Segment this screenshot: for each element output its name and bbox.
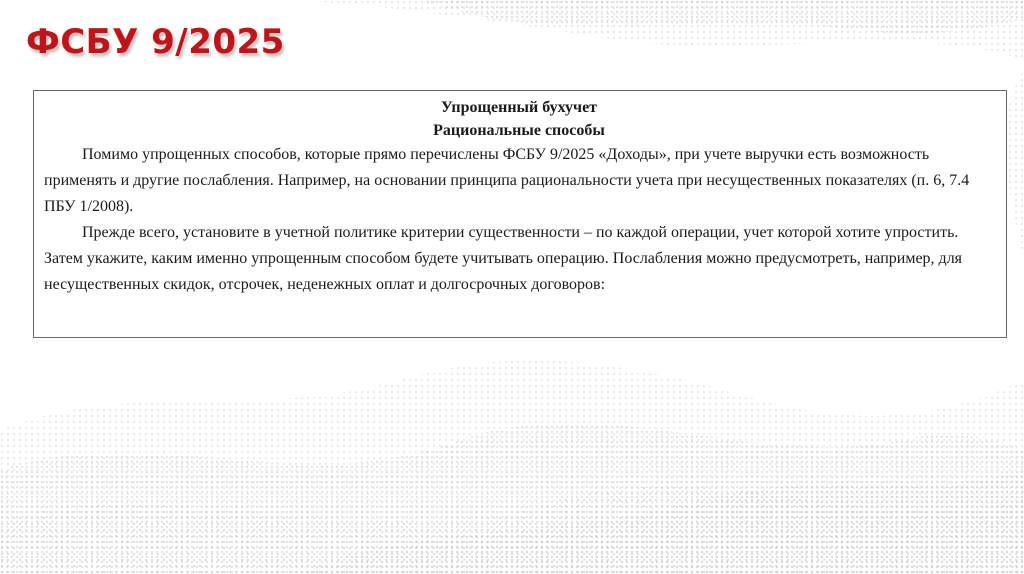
box-heading: Упрощенный бухучет [440, 99, 598, 116]
box-subheading: Рациональные способы [433, 122, 605, 139]
paragraph: Помимо упрощенных способов, которые прямо перечислены ФСБУ 9/2025 «Доходы», при учете выручки есть возможность применять и другие послабления. Например, на основании принципа рациональности учета при несущественных показателях (п. 6, 7.4 ПБУ 1/2008). [44, 146, 970, 215]
content-box [33, 90, 1007, 338]
paragraph: Прежде всего, установите в учетной политике критерии существенности – по каждой операции, учет которой хотите упростить. Затем укажите, каким именно упрощенным способом будете учитывать операцию. Послабления можно предусмотреть, например, для несущественных скидок, отсрочек, неденежных оплат и долгосрочных договоров: [44, 224, 963, 293]
slide-title: ФСБУ 9/2025 [26, 22, 285, 62]
